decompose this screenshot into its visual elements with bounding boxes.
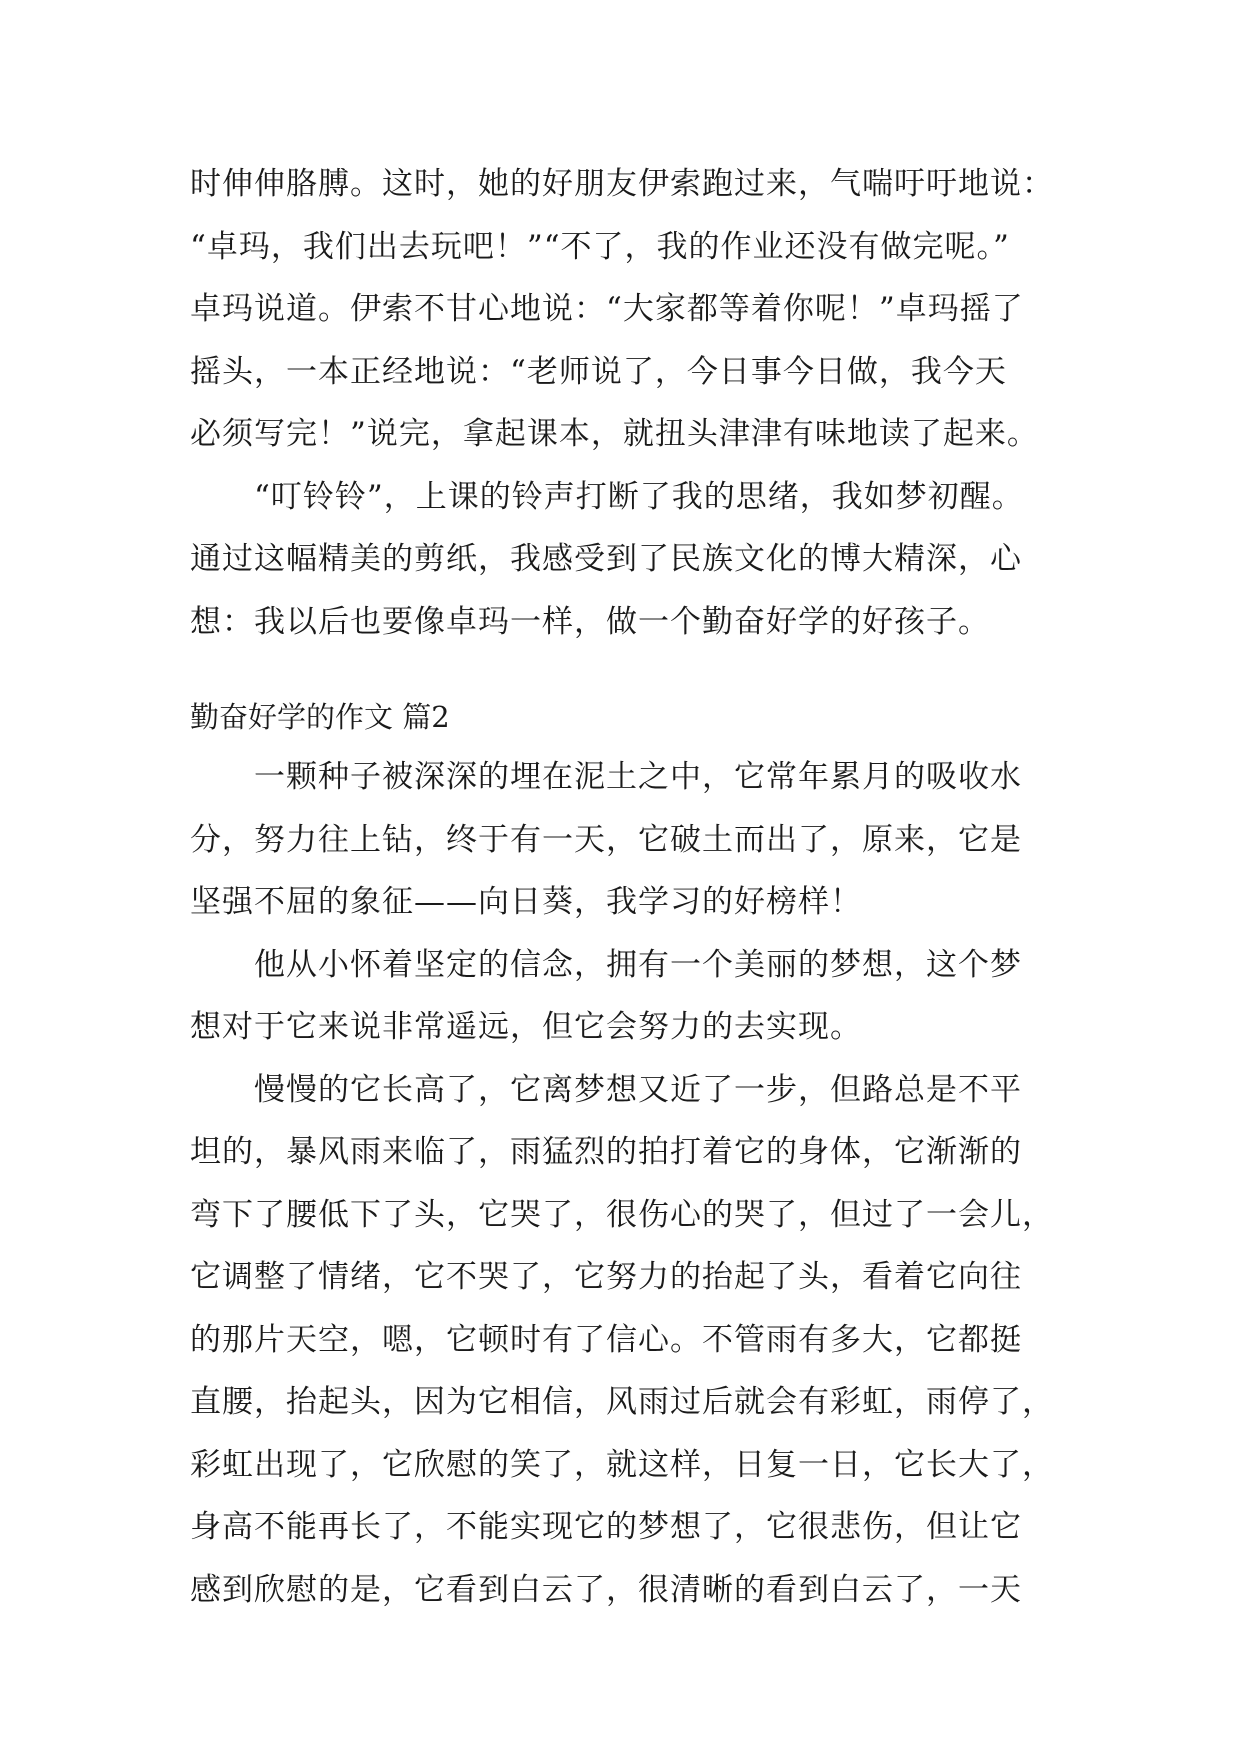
- text-line: 摇头，一本正经地说：“老师说了，今日事今日做，我今天: [190, 354, 1007, 390]
- text-line: 一颗种子被深深的埋在泥土之中，它常年累月的吸收水: [190, 759, 1022, 795]
- text-line: 通过这幅精美的剪纸，我感受到了民族文化的博大精深，心: [190, 541, 1022, 577]
- text-line: 卓玛说道。伊索不甘心地说：“大家都等着你呢！”卓玛摇了: [190, 291, 1024, 327]
- text-line: “卓玛，我们出去玩吧！”“不了，我的作业还没有做完呢。”: [190, 229, 1010, 265]
- text-line: “叮铃铃”，上课的铃声打断了我的思绪，我如梦初醒。: [190, 479, 1024, 515]
- text-line: 他从小怀着坚定的信念，拥有一个美丽的梦想，这个梦: [190, 947, 1022, 983]
- text-line: 想：我以后也要像卓玛一样，做一个勤奋好学的好孩子。: [190, 604, 990, 640]
- text-line: 弯下了腰低下了头，它哭了，很伤心的哭了，但过了一会儿，: [190, 1197, 1054, 1233]
- text-line: 必须写完！”说完，拿起课本，就扭头津津有味地读了起来。: [190, 416, 1039, 452]
- text-line: 的那片天空，嗯，它顿时有了信心。不管雨有多大，它都挺: [190, 1322, 1022, 1358]
- text-line: 分，努力往上钻，终于有一天，它破土而出了，原来，它是: [190, 822, 1022, 858]
- text-line: 它调整了情绪，它不哭了，它努力的抬起了头，看着它向往: [190, 1259, 1022, 1295]
- text-line: 想对于它来说非常遥远，但它会努力的去实现。: [190, 1009, 862, 1045]
- text-line: 身高不能再长了，不能实现它的梦想了，它很悲伤，但让它: [190, 1509, 1022, 1545]
- section-heading: 勤奋好学的作文 篇2: [190, 700, 450, 734]
- text-line: 感到欣慰的是，它看到白云了，很清晰的看到白云了，一天: [190, 1572, 1022, 1608]
- text-line: 彩虹出现了，它欣慰的笑了，就这样，日复一日，它长大了，: [190, 1447, 1054, 1483]
- text-line: 直腰，抬起头，因为它相信，风雨过后就会有彩虹，雨停了，: [190, 1384, 1054, 1420]
- text-line: 坚强不屈的象征——向日葵，我学习的好榜样！: [190, 884, 862, 920]
- text-line: 坦的，暴风雨来临了，雨猛烈的拍打着它的身体，它渐渐的: [190, 1134, 1022, 1170]
- text-line: 慢慢的它长高了，它离梦想又近了一步，但路总是不平: [190, 1072, 1022, 1108]
- text-line: 时伸伸胳膊。这时，她的好朋友伊索跑过来，气喘吁吁地说：: [190, 166, 1054, 202]
